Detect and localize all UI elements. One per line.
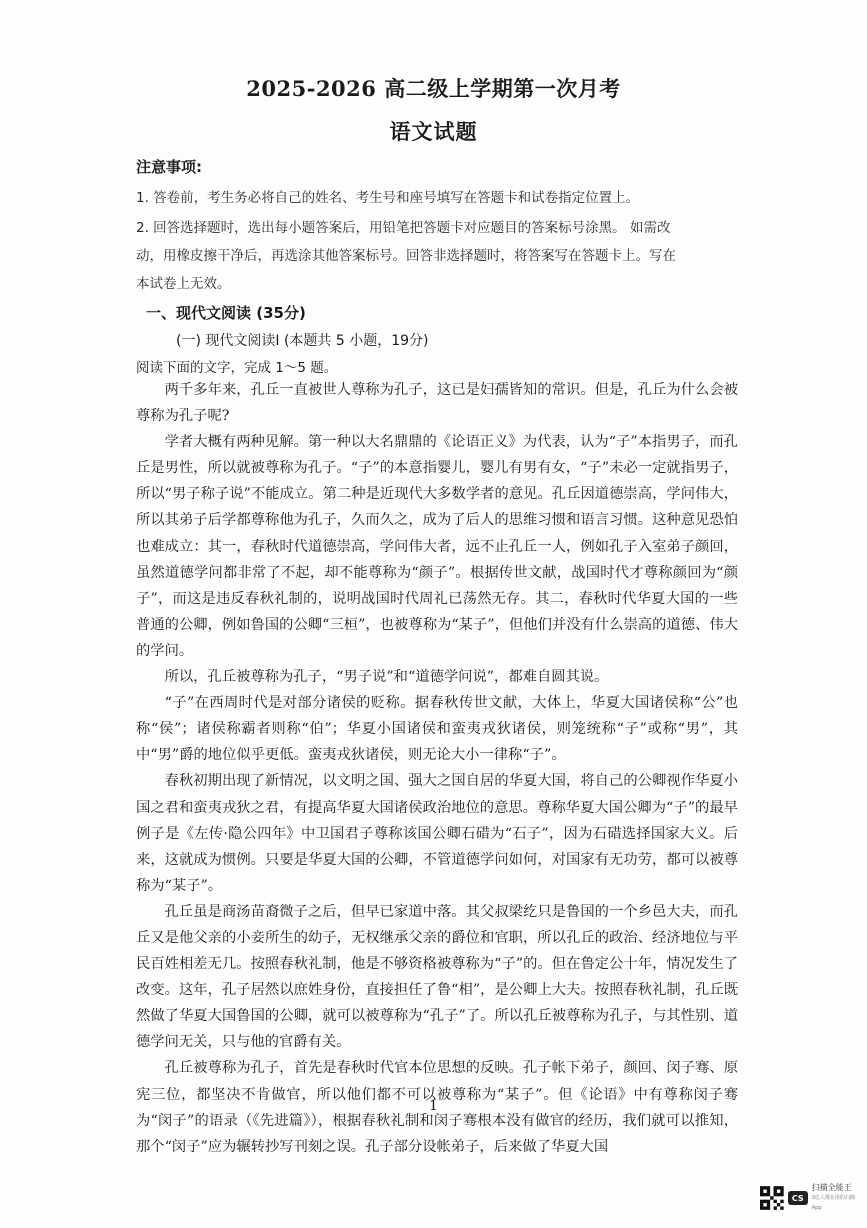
- notice-heading: 注意事项:: [136, 158, 202, 176]
- passage-paragraph: 学者大概有两种见解。第一种以大名鼎鼎的《论语正义》为代表，认为“子”本指男子，而孔丘是男性，所以就被尊称为孔子。“子”的本意指婴儿，婴儿有男有女，“子”未必一定就指男子，所以“男子称子说”不能成立。第二种是近现代大多数学者的意见。孔丘因道德崇高，学问伟大，所以其弟子后学都尊称他为孔子，久而久之，成为了后人的思维习惯和语言习惯。这种意见恐怕也难成立：其一，春秋时代道德崇高，学问伟大者，远不止孔丘一人，例如孔子入室弟子颜回，虽然道德学问都非常了不起，却不能尊称为“颜子”。根据传世文献，战国时代才尊称颜回为“颜子”，而这是违反春秋礼制的，说明战国时代周礼已荡然无存。其二，春秋时代华夏大国的一些普通的公卿，例如鲁国的公卿“三桓”，也被尊称为“某子”，但他们并没有什么崇高的道德、伟大的学问。: [136, 434, 738, 659]
- section-heading: 一、现代文阅读 (35分): [146, 304, 306, 322]
- notice-item-2-end: 本试卷上无效。: [136, 276, 231, 292]
- reading-instruction: 阅读下面的文字，完成 1～5 题。: [136, 360, 338, 376]
- scanner-tagline: 3亿人都在用的扫描App: [811, 1195, 855, 1211]
- notice-item-2: 2. 回答选择题时，选出每小题答案后，用铅笔把答题卡对应题目的答案标号涂黑。 如需改: [136, 220, 671, 236]
- passage-paragraph: 孔丘被尊称为孔子，首先是春秋时代官本位思想的反映。孔子帐下弟子，颜回、闵子骞、原宪三位，都坚决不肯做官，所以他们都不可以被尊称为“某子”。但《论语》中有尊称闵子骞为“闵子”的语录（《先进篇》），根据春秋礼制和闵子骞根本没有做官的经历，我们就可以推知，那个“闵子”应为辗转抄写刊刻之误。孔子部分设帐弟子，后来做了华夏大国: [136, 1060, 738, 1155]
- notice-item-2-cont: 动，用橡皮擦干净后，再选涂其他答案标号。回答非选择题时，将答案写在答题卡上。写在: [136, 248, 676, 264]
- exam-title: 2025-2026 高二级上学期第一次月考: [246, 76, 621, 101]
- reading-passage: [136, 377, 738, 1160]
- passage-paragraph: 孔丘虽是商汤苗裔微子之后，但早已家道中落。其父叔梁纥只是鲁国的一个乡邑大夫，而孔丘又是他父亲的小妾所生的幼子，无权继承父亲的爵位和官职，所以孔丘的政治、经济地位与平民百姓相差无几。按照春秋礼制，他是不够资格被尊称为“子”的。但在鲁定公十年，情况发生了改变。这年，孔子居然以庶姓身份，直接担任了鲁“相”，是公卿上大夫。按照春秋礼制，孔丘既然做了华夏大国鲁国的公卿，就可以被尊称为“孔子”了。所以孔丘被尊称为孔子，与其性别、道德学问无关，只与他的官爵有关。: [136, 903, 738, 1051]
- scanner-logo-icon: CS: [788, 1191, 808, 1205]
- exam-subtitle: 语文试题: [389, 119, 478, 144]
- passage-paragraph: 两千多年来，孔丘一直被世人尊称为孔子，这已是妇孺皆知的常识。但是，孔丘为什么会被尊称为孔子呢?: [136, 382, 738, 425]
- passage-paragraph: 春秋初期出现了新情况，以文明之国、强大之国自居的华夏大国，将自己的公卿视作华夏小国之君和蛮夷戎狄之君，有提高华夏大国诸侯政治地位的意思。尊称华夏大国公卿为“子”的最早例子是《左传·隐公四年》中卫国君子尊称该国公卿石碏为“石子”，因为石碏选择国家大义。后来，这就成为惯例。只要是华夏大国的公卿，不管道德学问如何，对国家有无功劳，都可以被尊称为“某子”。: [136, 773, 738, 894]
- qr-code-icon: [760, 1185, 784, 1211]
- scanner-brand: [812, 1183, 860, 1213]
- scanner-watermark: [760, 1183, 860, 1213]
- passage-paragraph: 所以，孔丘被尊称为孔子，“男子说”和“道德学问说”，都难自圆其说。: [164, 669, 609, 686]
- notice-item-1: 1. 答卷前，考生务必将自己的姓名、考生号和座号填写在答题卡和试卷指定位置上。: [136, 190, 640, 206]
- passage-paragraph: “子”在西周时代是对部分诸侯的贬称。据春秋传世文献，大体上，华夏大国诸侯称“公”也称“侯”；诸侯称霸者则称“伯”；华夏小国诸侯和蛮夷戎狄诸侯，则笼统称“子”或称“男”，其中“男”爵的地位似乎更低。蛮夷戎狄诸侯，则无论大小一律称“子”。: [136, 695, 738, 764]
- scanner-brand-name: 扫描全能王: [811, 1183, 852, 1192]
- page-number: 1: [429, 1098, 438, 1114]
- subsection-heading: (一) 现代文阅读Ⅰ (本题共 5 小题，19分): [176, 333, 429, 349]
